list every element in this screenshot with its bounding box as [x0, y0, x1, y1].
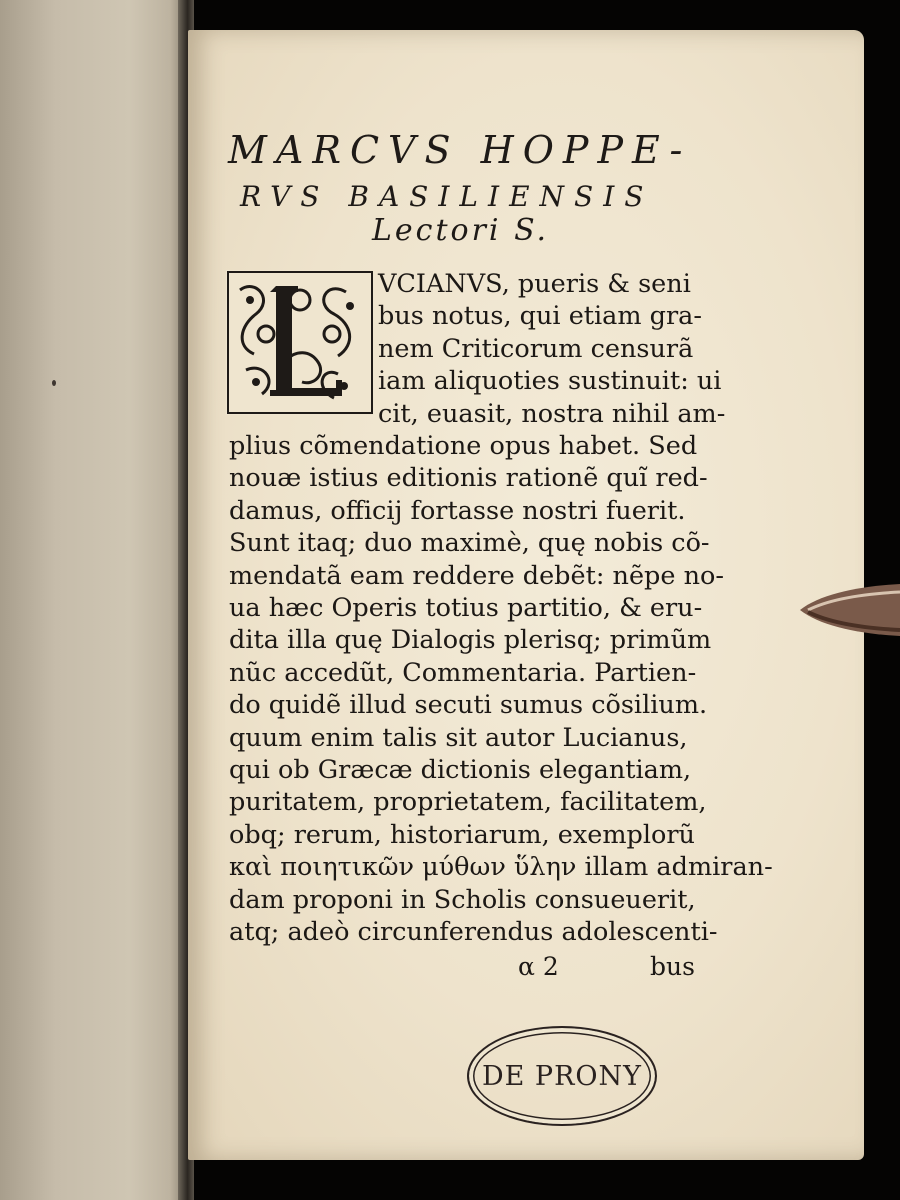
text-line: do quidẽ illud secuti sumus cõsilium. — [229, 690, 708, 721]
ornament-initial-icon — [226, 270, 374, 415]
text-line: qui ob Græcæ dictionis elegantiam, — [229, 755, 692, 785]
stamp-text: DE PRONY — [481, 1060, 643, 1092]
text-line: ua hæc Operis totius partitio, & eru- — [229, 593, 703, 623]
text-line: dita illa quę Dialogis plerisq; primũm — [229, 625, 712, 656]
text-line: nũc accedũt, Commentaria. Partien- — [229, 657, 697, 688]
text-line: iam aliquoties sustinuit: ui — [378, 366, 722, 397]
text-line: καὶ ποιητικῶν μύθων ὕλην illam admiran- — [229, 852, 773, 883]
foxing-spot — [52, 380, 56, 386]
bookmark-ribbon — [800, 580, 900, 640]
text-line: obq; rerum, historiarum, exemplorũ — [229, 819, 695, 850]
heading-line-1: MARCVS HOPPE- — [228, 128, 692, 172]
signature-mark: α 2 — [518, 952, 559, 981]
heading-line-2: RVS BASILIENSIS — [240, 180, 654, 213]
text-line: puritatem, proprietatem, facilitatem, — [229, 787, 707, 818]
left-page — [0, 0, 185, 1200]
ownership-stamp — [467, 1026, 657, 1126]
text-line: plius cõmendatione opus habet. Sed — [229, 431, 698, 461]
text-line: cit, euasit, nostra nihil am- — [378, 398, 726, 429]
catchword: bus — [650, 952, 695, 981]
decorated-initial-L — [226, 270, 374, 415]
text-line: quum enim talis sit autor Lucianus, — [229, 722, 688, 753]
text-line: VCIANVS, pueris & seni — [378, 269, 691, 299]
text-line: damus, officij fortasse nostri fuerit. — [229, 495, 686, 526]
text-line: nem Criticorum censurã — [378, 333, 694, 364]
text-line: nouæ istius editionis rationẽ quĩ red- — [229, 463, 708, 494]
text-line: dam proponi in Scholis consueuerit, — [229, 884, 696, 915]
text-line: Sunt itaq; duo maximè, quę nobis cõ- — [229, 528, 710, 559]
text-line: bus notus, qui etiam gra- — [378, 301, 703, 332]
text-line: atq; adeò circunferendus adolescenti- — [229, 917, 718, 947]
bookmark-icon — [800, 580, 900, 640]
heading-line-3: Lectori S. — [372, 213, 550, 248]
text-line: mendatã eam reddere debẽt: nẽpe no- — [229, 560, 724, 591]
